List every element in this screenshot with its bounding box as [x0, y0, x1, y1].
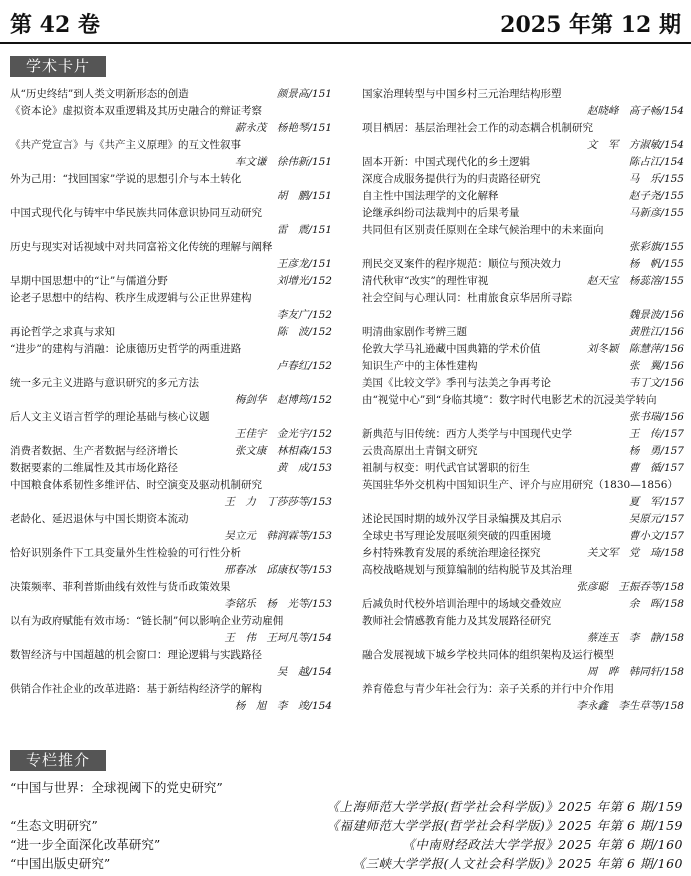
right-column-entries — [362, 86, 684, 715]
article-row — [362, 341, 684, 358]
article-row — [10, 273, 332, 290]
article-authors-page: 张文康 林相森/153 — [234, 445, 332, 457]
featured-source: 《中南财经政法大学学报》2025 年第 6 期/160 — [402, 837, 683, 852]
article-authors-page: 夏 军/157 — [628, 496, 684, 508]
article-row — [362, 511, 684, 528]
article-authors-page: 黄 成/153 — [276, 462, 332, 474]
featured-row — [10, 816, 683, 835]
section-title-featured: 专栏推介 — [10, 750, 106, 771]
article-entry — [362, 222, 684, 256]
article-entry — [362, 341, 684, 358]
article-title: 后减负时代校外培训治理中的场域交叠效应 — [362, 598, 562, 610]
article-entry — [10, 511, 332, 545]
article-title: 深度合成服务提供行为的归责路径研究 — [362, 173, 541, 185]
article-title: 供销合作社企业的改革进路：基于新结构经济学的解构 — [10, 683, 262, 695]
article-entry — [362, 562, 684, 596]
featured-source: 《上海师范大学学报(哲学社会科学版)》2025 年第 6 期/159 — [326, 799, 683, 814]
article-entry — [10, 273, 332, 290]
article-entry — [362, 324, 684, 341]
article-authors-page: 卢春红/152 — [276, 360, 332, 372]
article-entry — [362, 154, 684, 171]
article-title: 统一多元主义进路与意识研究的多元方法 — [10, 377, 199, 389]
article-authors-page: 车文谦 徐伟新/151 — [234, 156, 332, 168]
article-title: 中国粮食体系韧性多维评估、时空演变及驱动机制研究 — [10, 479, 262, 491]
article-entry — [362, 290, 684, 324]
featured-topic: “中国与世界：全球视阈下的党史研究” — [10, 780, 223, 795]
article-title: 恰好识别条件下工具变量外生性检验的可行性分析 — [10, 547, 241, 559]
article-title: 伦敦大学马礼逊藏中国典籍的学术价值 — [362, 343, 541, 355]
article-entry — [362, 596, 684, 613]
article-title: 明清曲家剧作考辨三题 — [362, 326, 467, 338]
article-title: 外为己用：“找回国家”学说的思想引介与本土转化 — [10, 173, 242, 185]
section-title-academic-cards: 学术卡片 — [10, 56, 106, 77]
article-row — [362, 426, 684, 443]
article-entry — [362, 545, 684, 562]
article-row — [10, 86, 332, 103]
article-title: 共同但有区别责任原则在全球气候治理中的未来面向 — [362, 224, 604, 236]
article-title: 知识生产中的主体性建构 — [362, 360, 478, 372]
article-authors-page: 陈 波/152 — [276, 326, 332, 338]
article-authors-page: 薪永茂 杨艳琴/151 — [234, 122, 332, 134]
article-entry — [362, 273, 684, 290]
article-authors-page: 文 军 方淑敏/154 — [586, 139, 684, 151]
article-authors-page: 马 乐/155 — [628, 173, 684, 185]
article-authors-page: 张书瑞/156 — [628, 411, 684, 423]
article-entry — [10, 290, 332, 324]
article-title: 《共产党宣言》与《共产主义原理》的互文性叙事 — [10, 139, 241, 151]
article-title: 刑民交叉案件的程序规范：顺位与预决效力 — [362, 258, 562, 270]
featured-row — [10, 835, 683, 854]
article-authors-page: 张彩旗/155 — [628, 241, 684, 253]
article-title: 祖制与权变：明代武官试署职的衍生 — [362, 462, 530, 474]
article-authors-page: 赵晓峰 高子畅/154 — [586, 105, 684, 117]
article-entry — [362, 86, 684, 120]
article-title: 乡村特殊教育发展的系统治理途径探究 — [362, 547, 541, 559]
featured-source: 《福建师范大学学报(哲学社会科学版)》2025 年第 6 期/159 — [326, 818, 683, 833]
article-entry — [362, 647, 684, 681]
article-entry — [10, 545, 332, 579]
article-row — [362, 188, 684, 205]
article-title: 养育倦怠与青少年社会行为：亲子关系的并行中介作用 — [362, 683, 614, 695]
article-title: 后人文主义语言哲学的理论基础与核心议题 — [10, 411, 210, 423]
article-authors-page: 曹 循/157 — [628, 462, 684, 474]
article-row — [362, 273, 684, 290]
article-entry — [10, 647, 332, 681]
article-entry — [362, 460, 684, 477]
article-entry — [362, 188, 684, 205]
article-entry — [362, 392, 684, 426]
article-authors-page: 关文军 党 琦/158 — [586, 547, 684, 559]
page-header — [0, 0, 691, 44]
article-authors-page: 颜景高/151 — [276, 88, 332, 100]
article-row — [362, 545, 684, 562]
article-authors-page: 邢春冰 邱康权等/153 — [224, 564, 332, 576]
article-title: 国家治理转型与中国乡村三元治理结构形塑 — [362, 88, 562, 100]
article-entry — [10, 477, 332, 511]
article-authors-page: 陈占江/154 — [628, 156, 684, 168]
article-entry — [10, 613, 332, 647]
article-authors-page: 杨 勇/157 — [628, 445, 684, 457]
article-title: 高校战略规划与预算编制的结构脱节及其治理 — [362, 564, 572, 576]
featured-topic: “进一步全面深化改革研究” — [10, 837, 161, 852]
article-authors-page: 余 晖/158 — [628, 598, 684, 610]
volume-number: 第 42 卷 — [10, 12, 100, 38]
article-row — [362, 528, 684, 545]
article-title: 以有为政府赋能有效市场：“链长制”何以影响企业劳动雇佣 — [10, 615, 284, 627]
featured-entry — [10, 778, 683, 816]
article-row — [362, 375, 684, 392]
article-row — [10, 460, 332, 477]
article-authors-page: 李友广/152 — [276, 309, 332, 321]
article-authors-page: 刘增光/152 — [276, 275, 332, 287]
article-authors-page: 杨 帆/155 — [628, 258, 684, 270]
article-entry — [10, 409, 332, 443]
article-entry — [362, 511, 684, 528]
article-title: 项目栖居：基层治理社会工作的动态耦合机制研究 — [362, 122, 593, 134]
article-entry — [10, 681, 332, 715]
article-authors-page: 雷 震/151 — [276, 224, 332, 236]
article-authors-page: 吴原元/157 — [628, 513, 684, 525]
article-entry — [10, 137, 332, 171]
article-title: 述论民国时期的域外汉学目录编撰及其启示 — [362, 513, 562, 525]
article-title: 历史与现实对话视域中对共同富裕文化传统的理解与阐释 — [10, 241, 273, 253]
article-authors-page: 韦丁文/156 — [628, 377, 684, 389]
featured-row — [10, 854, 683, 873]
article-entry — [10, 375, 332, 409]
article-entry — [362, 120, 684, 154]
article-title: 社会空间与心理认同：杜甫旅食京华居所寻踪 — [362, 292, 572, 304]
article-title: 《资本论》虚拟资本双重逻辑及其历史融合的辩证考察 — [10, 105, 262, 117]
article-entry — [362, 426, 684, 443]
article-row — [10, 443, 332, 460]
header-rule — [0, 42, 691, 44]
article-title: 消费者数据、生产者数据与经济增长 — [10, 445, 178, 457]
article-authors-page: 王佳宇 金光宇/152 — [234, 428, 332, 440]
featured-entry — [10, 854, 683, 873]
article-title: 论继承纠纷司法裁判中的后果考量 — [362, 207, 520, 219]
article-entry — [362, 375, 684, 392]
article-entry — [362, 528, 684, 545]
article-title: 全球史书写理论发展呕须突破的四重困境 — [362, 530, 551, 542]
article-title: 美国《比较文学》季刊与法美之争再考论 — [362, 377, 551, 389]
article-authors-page: 李永鑫 李生草等/158 — [576, 700, 684, 712]
article-title: 数智经济与中国超越的机会窗口：理论逻辑与实践路径 — [10, 649, 262, 661]
article-entry — [362, 256, 684, 273]
article-entry — [362, 681, 684, 715]
article-entry — [10, 579, 332, 613]
article-title: 英国驻华外交机构中国知识生产、评介与应用研究（1830—1856） — [362, 479, 678, 491]
article-authors-page: 王 伟 王珂凡等/154 — [224, 632, 332, 644]
article-title: 固本开新：中国式现代化的乡土逻辑 — [362, 156, 530, 168]
article-authors-page: 曹小文/157 — [628, 530, 684, 542]
article-title: 教师社会情感教育能力及其发展路径研究 — [362, 615, 551, 627]
article-authors-page: 马新彦/155 — [628, 207, 684, 219]
article-entry — [10, 324, 332, 341]
article-authors-page: 周 晔 韩同轩/158 — [586, 666, 684, 678]
article-title: 论老子思想中的结构、秩序生成逻辑与公正世界建构 — [10, 292, 252, 304]
article-row — [362, 154, 684, 171]
article-authors-page: 张彦聪 王振吞等/158 — [576, 581, 684, 593]
article-authors-page: 王彦龙/151 — [276, 258, 332, 270]
article-title: 中国式现代化与铸牢中华民族共同体意识协同互动研究 — [10, 207, 262, 219]
article-row — [362, 443, 684, 460]
article-title: 早期中国思想中的“让”与儒道分野 — [10, 275, 168, 287]
article-entry — [10, 239, 332, 273]
article-title: 融合发展视域下城乡学校共同体的组织架构及运行模型 — [362, 649, 614, 661]
article-authors-page: 吴立元 韩润霖等/153 — [224, 530, 332, 542]
featured-topic: “生态文明研究” — [10, 818, 98, 833]
article-entry — [10, 341, 332, 375]
article-entry — [362, 477, 684, 511]
article-entry — [10, 205, 332, 239]
featured-source: 《三峡大学学报(人文社会科学版)》2025 年第 6 期/160 — [352, 856, 683, 871]
article-title: 再论哲学之求真与求知 — [10, 326, 115, 338]
featured-entry — [10, 835, 683, 854]
article-title: 从“历史终结”到人类文明新形态的创造 — [10, 88, 189, 100]
article-entry — [10, 103, 332, 137]
article-entry — [362, 613, 684, 647]
article-title: 决策频率、菲利普斯曲线有效性与货币政策效果 — [10, 581, 231, 593]
article-entry — [362, 171, 684, 188]
article-authors-page: 梅剑华 赵博筠/152 — [234, 394, 332, 406]
article-authors-page: 王 传/157 — [628, 428, 684, 440]
article-authors-page: 刘冬颖 陈慧萍/156 — [586, 343, 684, 355]
featured-list — [10, 778, 683, 873]
featured-topic: “中国出版史研究” — [10, 856, 111, 871]
issue-number: 2025 年第 12 期 — [500, 12, 681, 38]
article-entry — [362, 358, 684, 375]
article-title: 老龄化、延迟退休与中国长期资本流动 — [10, 513, 189, 525]
article-authors-page: 蔡连玉 李 静/158 — [586, 632, 684, 644]
article-entry — [10, 443, 332, 460]
article-authors-page: 吴 越/154 — [276, 666, 332, 678]
article-authors-page: 赵天宝 杨蕊溶/155 — [586, 275, 684, 287]
article-entry — [362, 443, 684, 460]
article-title: 清代秋审“改实”的理性审视 — [362, 275, 489, 287]
article-title: 数据要素的二维属性及其市场化路径 — [10, 462, 178, 474]
featured-entry — [10, 816, 683, 835]
article-title: “进步”的建构与消融：论康德历史哲学的两重进路 — [10, 343, 242, 355]
article-authors-page: 张 翼/156 — [628, 360, 684, 372]
left-column-entries — [10, 86, 332, 715]
article-row — [10, 324, 332, 341]
article-row — [362, 460, 684, 477]
article-authors-page: 杨 旭 李 竣/154 — [234, 700, 332, 712]
article-entry — [10, 86, 332, 103]
article-row — [362, 256, 684, 273]
article-authors-page: 王 力 丁莎莎等/153 — [224, 496, 332, 508]
article-authors-page: 赵子尧/155 — [628, 190, 684, 202]
article-row — [362, 171, 684, 188]
article-title: 自主性中国法理学的文化解释 — [362, 190, 499, 202]
article-title: 新典范与旧传统：西方人类学与中国现代史学 — [362, 428, 572, 440]
article-row — [362, 324, 684, 341]
article-row — [362, 205, 684, 222]
article-authors-page: 李铭乐 杨 光等/153 — [224, 598, 332, 610]
article-authors-page: 胡 鹏/151 — [276, 190, 332, 202]
article-entry — [362, 205, 684, 222]
article-entry — [10, 171, 332, 205]
article-authors-page: 魏景波/156 — [628, 309, 684, 321]
article-title: 云贵高原出土青铜文研究 — [362, 445, 478, 457]
article-row — [362, 596, 684, 613]
article-authors-page: 黄胜江/156 — [628, 326, 684, 338]
article-row — [362, 358, 684, 375]
article-entry — [10, 460, 332, 477]
article-title: 由“视觉中心”到“身临其境”：数字时代电影艺术的沉浸美学转向 — [362, 394, 657, 406]
